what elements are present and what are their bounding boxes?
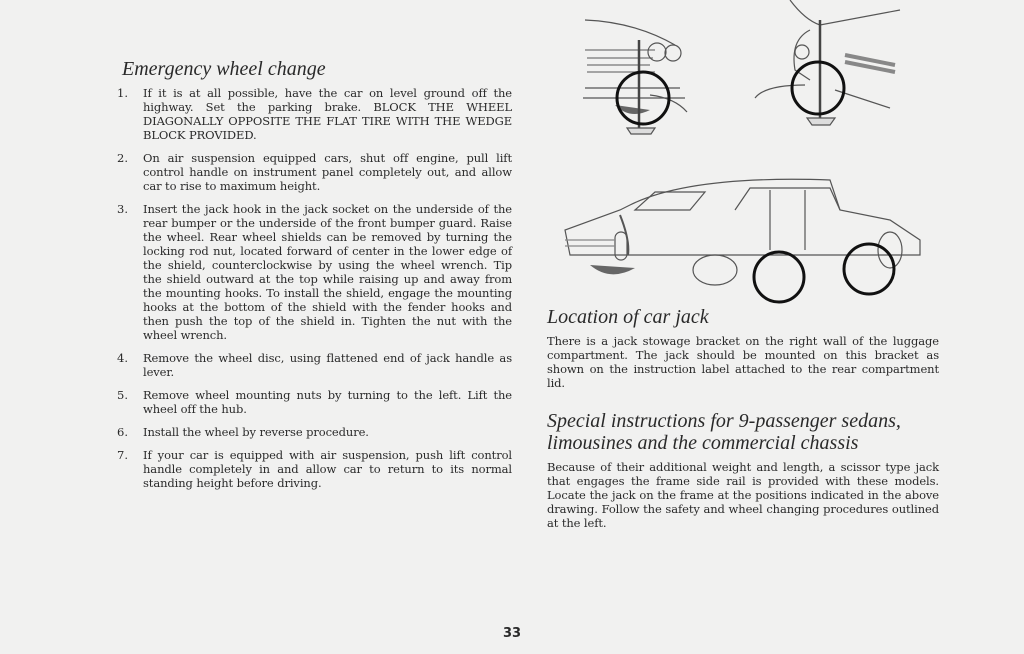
location-text: There is a jack stowage bracket on the right wall of the luggage compartment. The jack should be mounted on this bracket as shown on the instruction label attached to the rear compartment lid. [547,334,939,390]
step-text: On air suspension equipped cars, shut off engine, pull lift control handle on instrument panel completely out, and allow car to rise to maximum height. [143,151,512,193]
step-number: 5. [117,388,128,402]
page-number: 33 [502,626,522,641]
list-item [117,425,512,439]
step-text: If your car is equipped with air suspension, push lift control handle completely in and allow car to return to its normal standing height before driving. [143,448,512,490]
emergency-wheel-change-section [117,58,512,499]
jack-info-section [547,306,939,530]
jack-location-circle [754,252,804,302]
step-number: 7. [117,448,128,462]
rear-bumper-jack-illustration [750,0,910,135]
step-number: 6. [117,425,128,439]
step-number: 1. [117,86,128,100]
location-heading: Location of car jack [547,306,709,328]
step-number: 2. [117,151,128,165]
list-item [117,86,512,142]
jack-location-circle [844,244,894,294]
list-item [117,151,512,193]
step-text: Remove wheel mounting nuts by turning to the left. Lift the wheel off the hub. [143,388,512,416]
front-bumper-jack-illustration [575,10,705,135]
step-text: Remove the wheel disc, using flattened end of jack handle as lever. [143,351,512,379]
list-item [117,388,512,416]
list-item [117,448,512,490]
step-number: 3. [117,202,128,216]
side-car-jack-illustration [560,170,930,305]
step-text: Install the wheel by reverse procedure. [143,425,369,439]
special-instructions-text: Because of their additional weight and length, a scissor type jack that engages the frame side rail is provided with these models. Locate the jack on the frame at the positions indicated in the above drawing. Follow the safety and wheel changing procedures outlined at the left. [547,460,939,530]
steps-list [117,86,512,490]
section-heading: Emergency wheel change [122,58,326,80]
special-instructions-heading: Special instructions for 9-passenger sedans, limousines and the commercial chassis [547,410,901,454]
list-item [117,351,512,379]
step-text: If it is at all possible, have the car on level ground off the highway. Set the parking brake. BLOCK THE WHEEL DIAGONALLY OPPOSITE THE FLAT TIRE WITH THE WEDGE BLOCK PROVIDED. [143,86,512,142]
jack-location-circle [792,62,844,114]
step-text: Insert the jack hook in the jack socket on the underside of the rear bumper or the underside of the front bumper guard. Raise the wheel. Rear wheel shields can be removed by turning the locking rod nut, located forward of center in the lower edge of the shield, counterclockwise by using the wheel wrench. Tip the shield outward at the top while raising up and away from the mounting hooks. To install the shield, engage the mounting hooks at the bottom of the shield with the fender hooks and then push the top of the shield in. Tighten the nut with the wheel wrench. [143,202,512,342]
step-number: 4. [117,351,128,365]
list-item [117,202,512,342]
